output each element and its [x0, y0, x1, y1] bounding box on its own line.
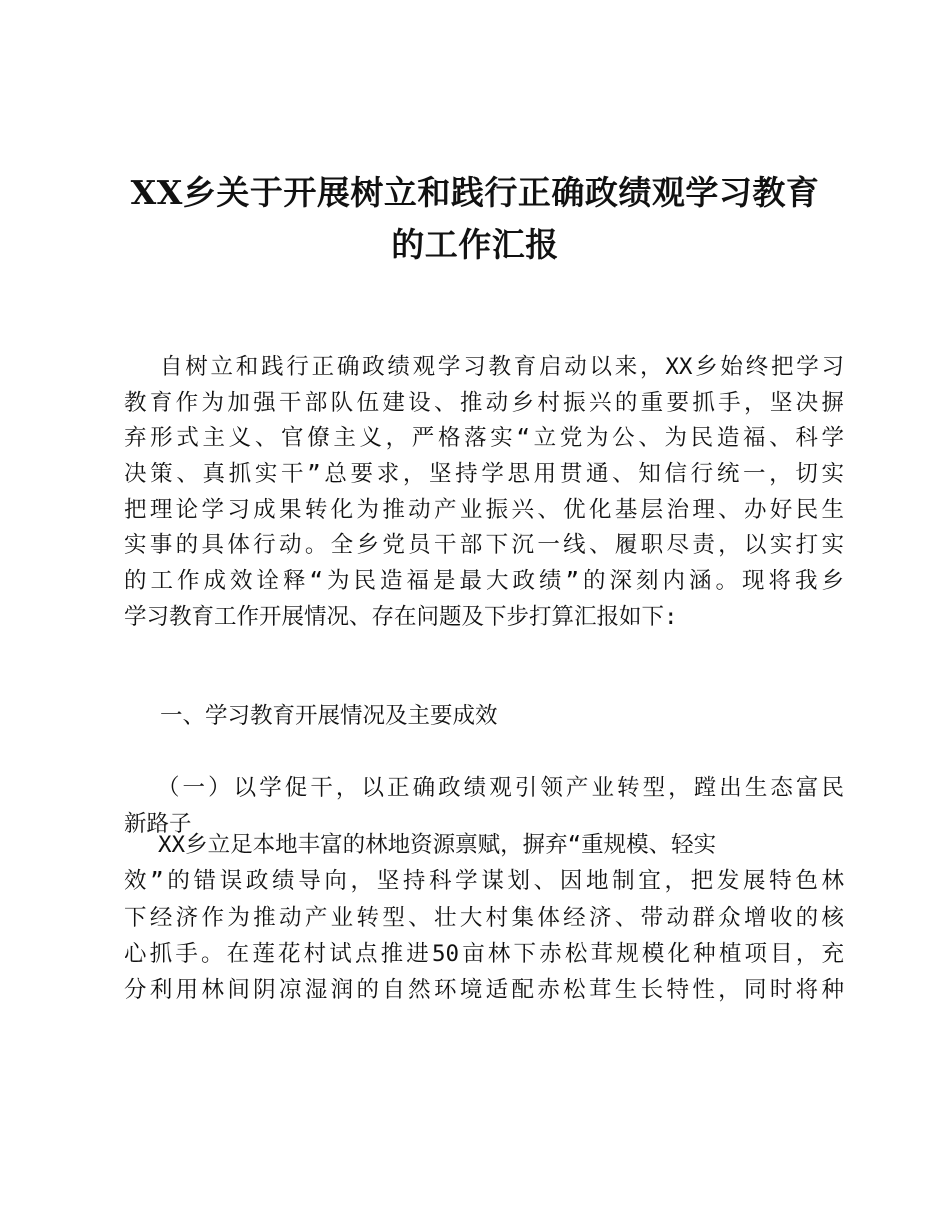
text-line: 心抓手。在莲花村试点推进50亩林下赤松茸规模化种植项目，充 — [124, 940, 844, 967]
text-line: 弃形式主义、官僚主义，严格落实“立党为公、为民造福、科学 — [124, 425, 844, 452]
text-line: 教育作为加强干部队伍建设、推动乡村振兴的重要抓手，坚决摒 — [124, 389, 844, 416]
text-line: 把理论学习成果转化为推动产业振兴、优化基层治理、办好民生 — [124, 496, 844, 523]
document-title-line-1: XX乡关于开展树立和践行正确政绩观学习教育 — [130, 173, 820, 212]
text-line: 决策、真抓实干”总要求，坚持学思用贯通、知信行统一，切实 — [124, 461, 844, 488]
section-heading — [124, 699, 844, 735]
text-line: 自树立和践行正确政绩观学习教育启动以来，XX乡始终把学习 — [160, 354, 844, 380]
subsection-1-heading-line: 新路子 — [124, 811, 192, 837]
text-line: 学习教育工作开展情况、存在问题及下步打算汇报如下: — [124, 603, 678, 630]
body-paragraph — [124, 828, 844, 1009]
text-line: 分利用林间阴凉湿润的自然环境适配赤松茸生长特性，同时将种 — [124, 977, 844, 1004]
section-1-heading: 一、学习教育开展情况及主要成效 — [160, 703, 498, 729]
subsection-1-heading-line: （一）以学促干，以正确政绩观引领产业转型，蹚出生态富民 — [157, 775, 844, 801]
text-line: XX乡立足本地丰富的林地资源禀赋，摒弃“重规模、轻实 — [158, 832, 717, 858]
document-title-line-2: 的工作汇报 — [391, 225, 559, 264]
text-line: 实事的具体行动。全乡党员干部下沉一线、履职尽责，以实打实 — [124, 532, 844, 559]
text-line: 效”的错误政绩导向，坚持科学谋划、因地制宜，把发展特色林 — [124, 868, 844, 895]
text-line: 下经济作为推动产业转型、壮大村集体经济、带动群众增收的核 — [124, 904, 844, 931]
intro-paragraph — [124, 350, 844, 636]
text-line: 的工作成效诠释“为民造福是最大政绩”的深刻内涵。现将我乡 — [124, 568, 844, 595]
